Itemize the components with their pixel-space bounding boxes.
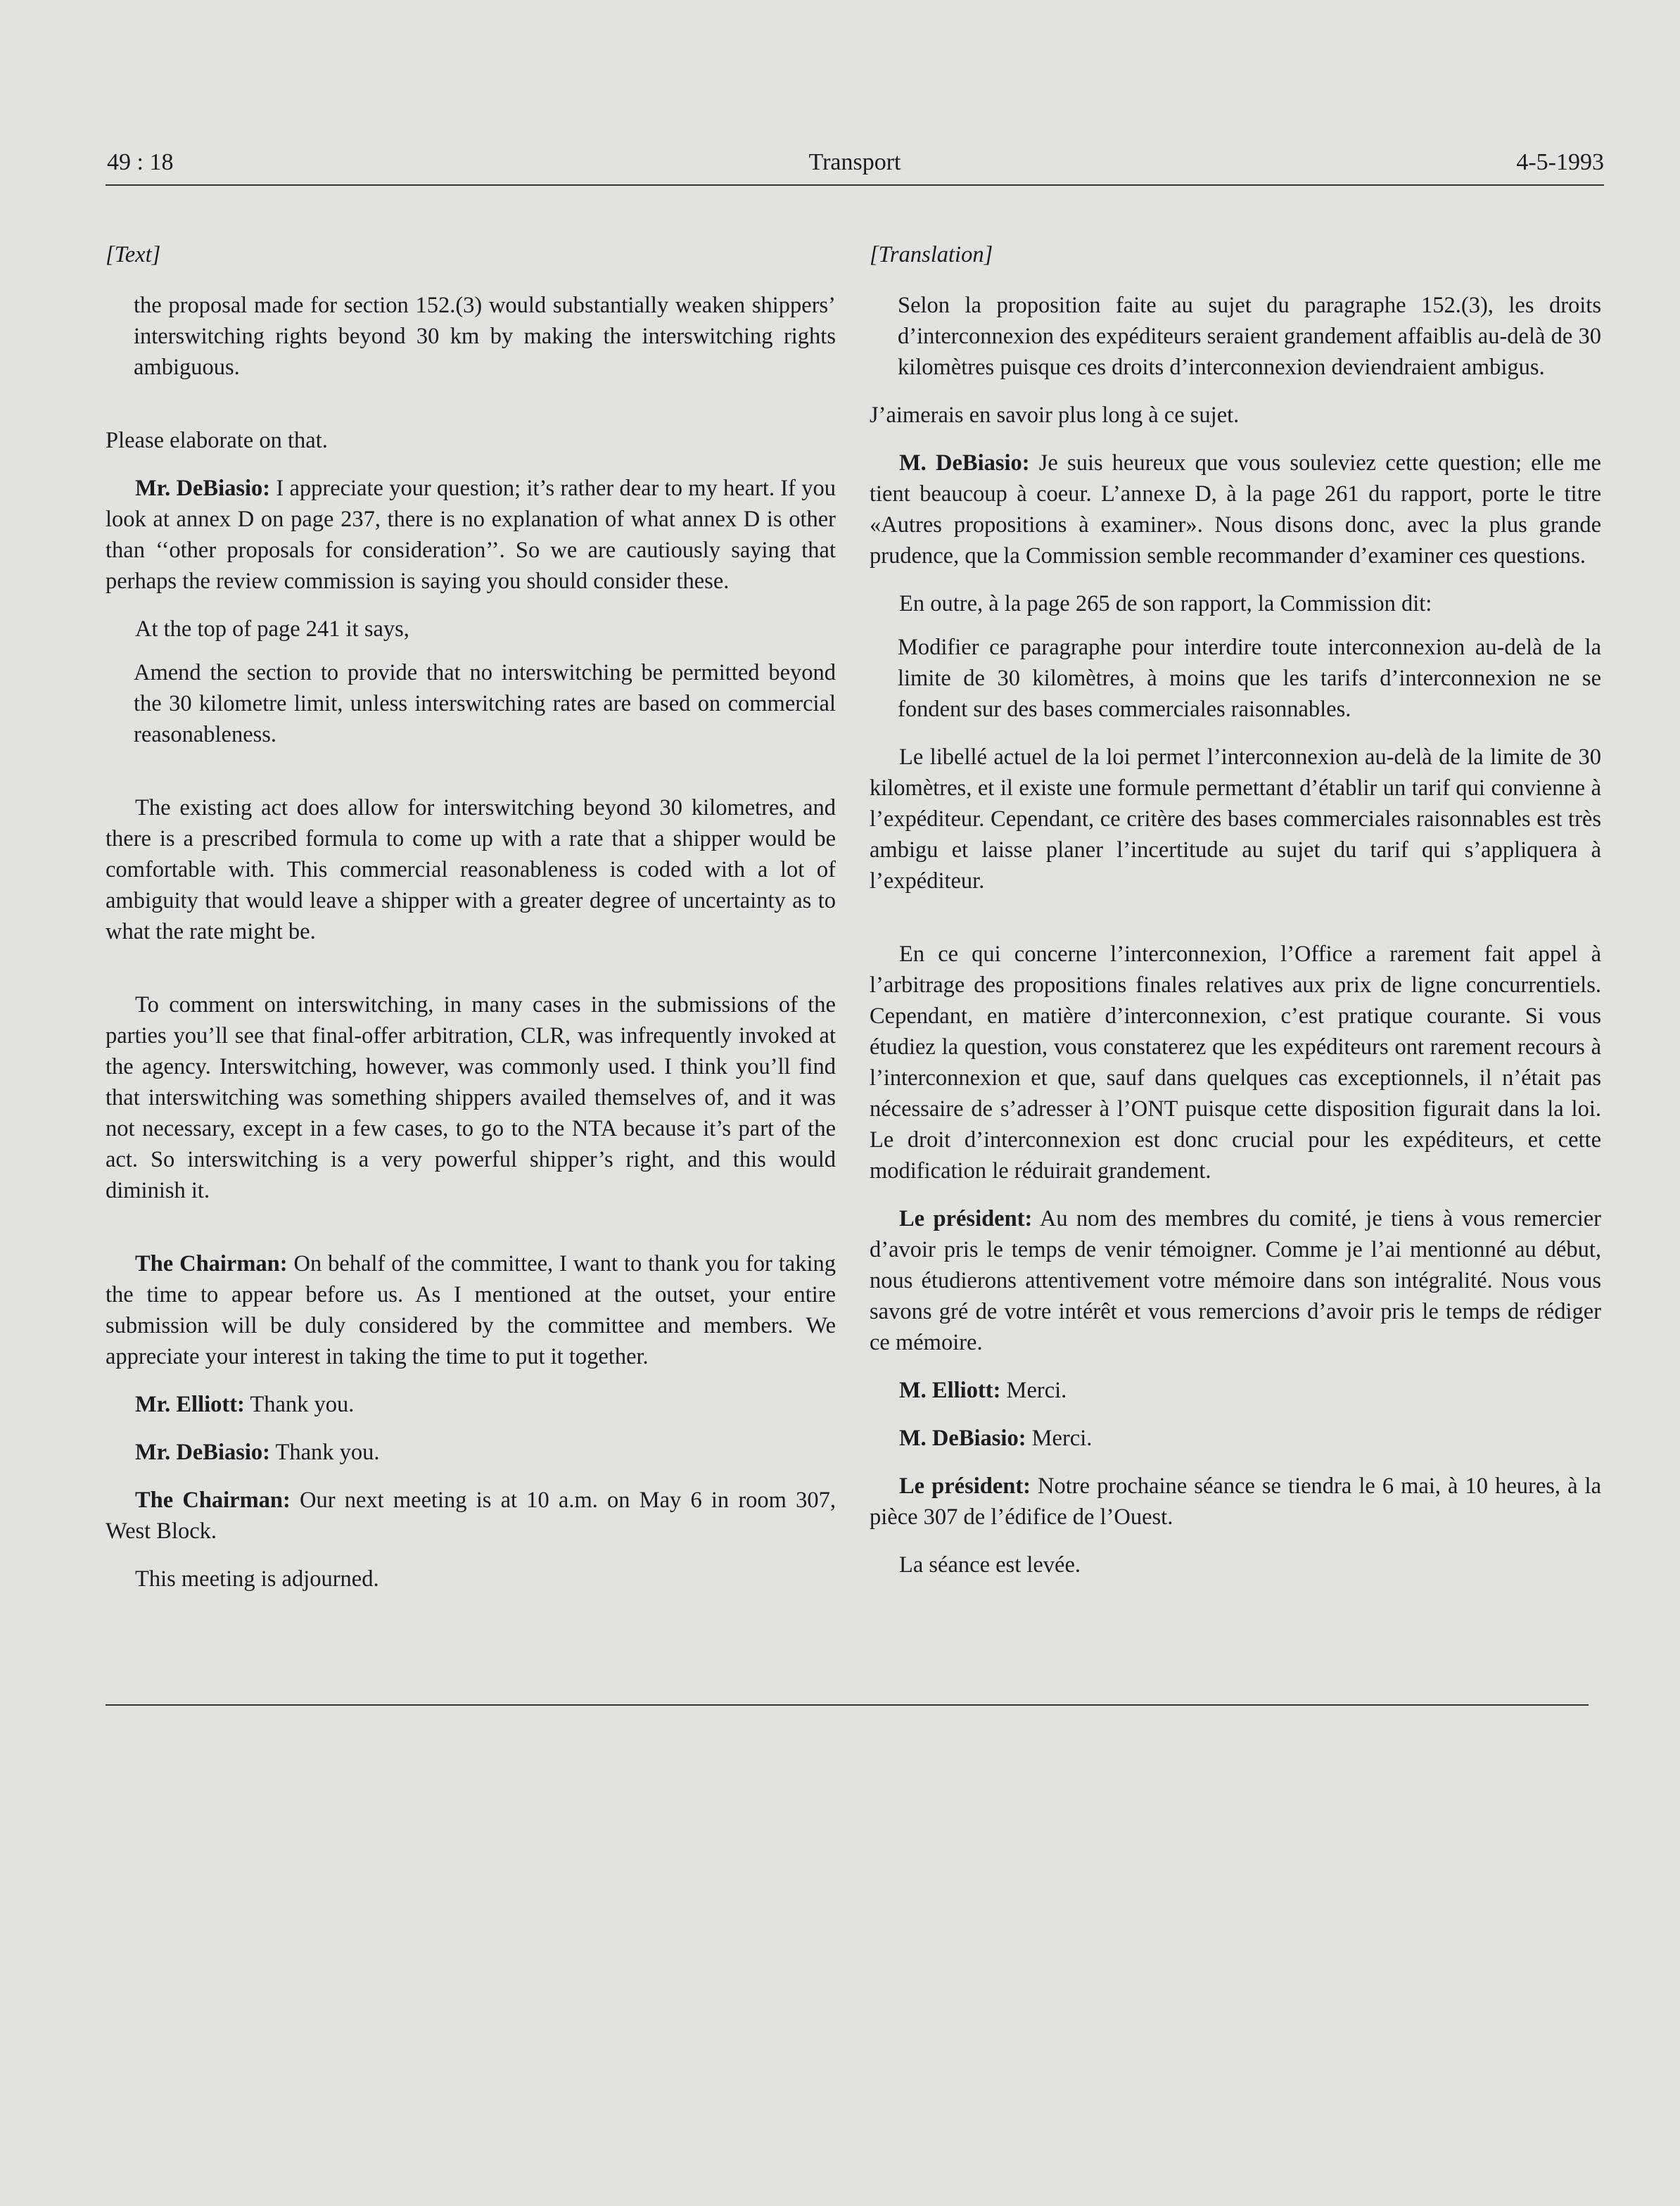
speaker-paragraph — [106, 1389, 836, 1420]
speaker-name: The Chairman: — [135, 1488, 291, 1513]
speaker-name: Mr. DeBiasio: — [135, 1440, 270, 1465]
speaker-paragraph — [106, 1485, 836, 1547]
speech-text: On behalf of the committee, I want to thank you for taking the time to appear before us. As I mentioned at the outset, your entire submission will be duly considered by the committee and members. We appreciate your interest in taking the time to put it together. — [106, 1251, 836, 1369]
speaker-name: Le président: — [899, 1206, 1033, 1231]
speech-text: Notre prochaine séance se tiendra le 6 mai, à 10 heures, à la pièce 307 de l’édifice de l’Ouest. — [870, 1473, 1601, 1530]
speaker-name: M. DeBiasio: — [899, 1426, 1026, 1451]
speech-text: Thank you. — [269, 1440, 380, 1465]
speech-text: Merci. — [1000, 1378, 1067, 1403]
footer-divider — [106, 1704, 1589, 1706]
page-header — [106, 149, 1604, 186]
speech-text: Our next meeting is at 10 a.m. on May 6 in room 307, West Block. — [106, 1488, 836, 1544]
speaker-name: M. Elliott: — [899, 1378, 1001, 1403]
speaker-name: The Chairman: — [135, 1251, 288, 1276]
speech-text: Je suis heureux que vous souleviez cette question; elle me tient beaucoup à coeur. L’annexe D, à la page 261 du rapport, porte le titre «Autres propositions à examiner». Nous disons donc, avec la plus grande prudence, que la Commission semble recommander d’examiner ces questions. — [870, 450, 1601, 569]
paragraph: J’aimerais en savoir plus long à ce sujet. — [870, 402, 1240, 428]
paragraph: To comment on interswitching, in many cases in the submissions of the parties you’ll see that final-offer arbitration, CLR, was infrequently invoked at the agency. Interswitching, however, was commonly used. I think you’ll find that interswitching was something shippers availed themselves of, and it was not necessary, except in a few cases, to go to the NTA because it’s part of the act. So interswitching is a very powerful shipper’s right, and this would diminish it. — [106, 992, 836, 1203]
speaker-paragraph — [870, 1203, 1601, 1358]
column-label: [Text] — [106, 242, 161, 267]
speaker-paragraph — [870, 1423, 1601, 1454]
paragraph: This meeting is adjourned. — [135, 1566, 379, 1592]
column-label: [Translation] — [870, 242, 993, 267]
quoted-paragraph: the proposal made for section 152.(3) would substantially weaken shippers’ interswitching rights beyond 30 km by making the interswitching rights ambiguous. — [134, 293, 836, 380]
speaker-paragraph — [870, 448, 1601, 571]
meeting-date: 4-5-1993 — [1516, 149, 1604, 175]
speaker-paragraph — [870, 1471, 1601, 1533]
paragraph: En outre, à la page 265 de son rapport, la Commission dit: — [899, 591, 1432, 616]
speaker-name: Mr. DeBiasio: — [135, 476, 271, 501]
speech-text: Merci. — [1026, 1426, 1093, 1451]
paragraph: En ce qui concerne l’interconnexion, l’Office a rarement fait appel à l’arbitrage des propositions finales relatives aux prix de ligne concurrentiels. Cependant, en matière d’interconnexion, c’est pratique courante. Si vous étudiez la question, vous constaterez que les expéditeurs ont rarement recours à l’interconnexion et que, sauf dans quelques cas exceptionnels, il n’était pas nécessaire de s’adresser à l’ONT puisque cette disposition figurait dans la loi. Le droit d’interconnexion est donc crucial pour les expéditeurs, et cette modification le réduirait grandement. — [870, 942, 1601, 1184]
speaker-paragraph — [106, 1248, 836, 1372]
paragraph: Le libellé actuel de la loi permet l’interconnexion au-delà de la limite de 30 kilomètres, et il existe une formule permettant d’établir un tarif qui convienne à l’expéditeur. Cependant, ce critère des bases commerciales raisonnables est très ambigu et laisse planer l’incertitude au sujet du tarif qui s’appliquera à l’expéditeur. — [870, 744, 1601, 894]
speaker-name: M. DeBiasio: — [899, 450, 1030, 476]
speaker-paragraph — [106, 473, 836, 597]
speaker-paragraph — [106, 1437, 836, 1468]
quoted-paragraph: Amend the section to provide that no interswitching be permitted beyond the 30 kilometre limit, unless interswitching rates are based on commercial reasonableness. — [134, 660, 836, 747]
french-column — [870, 239, 1601, 1580]
english-column — [106, 239, 836, 1595]
paragraph: La séance est levée. — [899, 1552, 1081, 1578]
paragraph: Please elaborate on that. — [106, 428, 328, 453]
speech-text: Au nom des membres du comité, je tiens à vous remercier d’avoir pris le temps de venir témoigner. Comme je l’ai mentionné au début, nous étudierons attentivement votre mémoire dans son intégralité. Nous vous savons gré de votre intérêt et vous remercions d’avoir pris le temps de rédiger ce mémoire. — [870, 1206, 1601, 1355]
paragraph: At the top of page 241 it says, — [135, 616, 409, 642]
speech-text: Thank you. — [244, 1392, 355, 1417]
paragraph: The existing act does allow for interswitching beyond 30 kilometres, and there is a prescribed formula to come up with a rate that a shipper would be comfortable with. This commercial reasonableness is coded with a lot of ambiguity that would leave a shipper with a greater degree of uncertainty as to what the rate might be. — [106, 795, 836, 944]
speech-text: I appreciate your question; it’s rather dear to my heart. If you look at annex D on page 237, there is no explanation of what annex D is other than ‘‘other proposals for consideration’’. So we are cautiously saying that perhaps the review commission is saying you should consider these. — [106, 476, 836, 594]
speaker-paragraph — [870, 1375, 1601, 1406]
quoted-paragraph: Selon la proposition faite au sujet du paragraphe 152.(3), les droits d’interconnexion des expéditeurs seraient grandement affaiblis au-delà de 30 kilomètres puisque ces droits d’interconnexion deviendraient ambigus. — [898, 293, 1601, 380]
quoted-paragraph: Modifier ce paragraphe pour interdire toute interconnexion au-delà de la limite de 30 kilomètres, à moins que les tarifs d’interconnexion ne se fondent sur des bases commerciales raisonnables. — [898, 635, 1601, 722]
speaker-name: Le président: — [899, 1473, 1031, 1499]
page-number: 49 : 18 — [107, 149, 174, 175]
running-title: Transport — [808, 149, 901, 175]
speaker-name: Mr. Elliott: — [135, 1392, 245, 1417]
